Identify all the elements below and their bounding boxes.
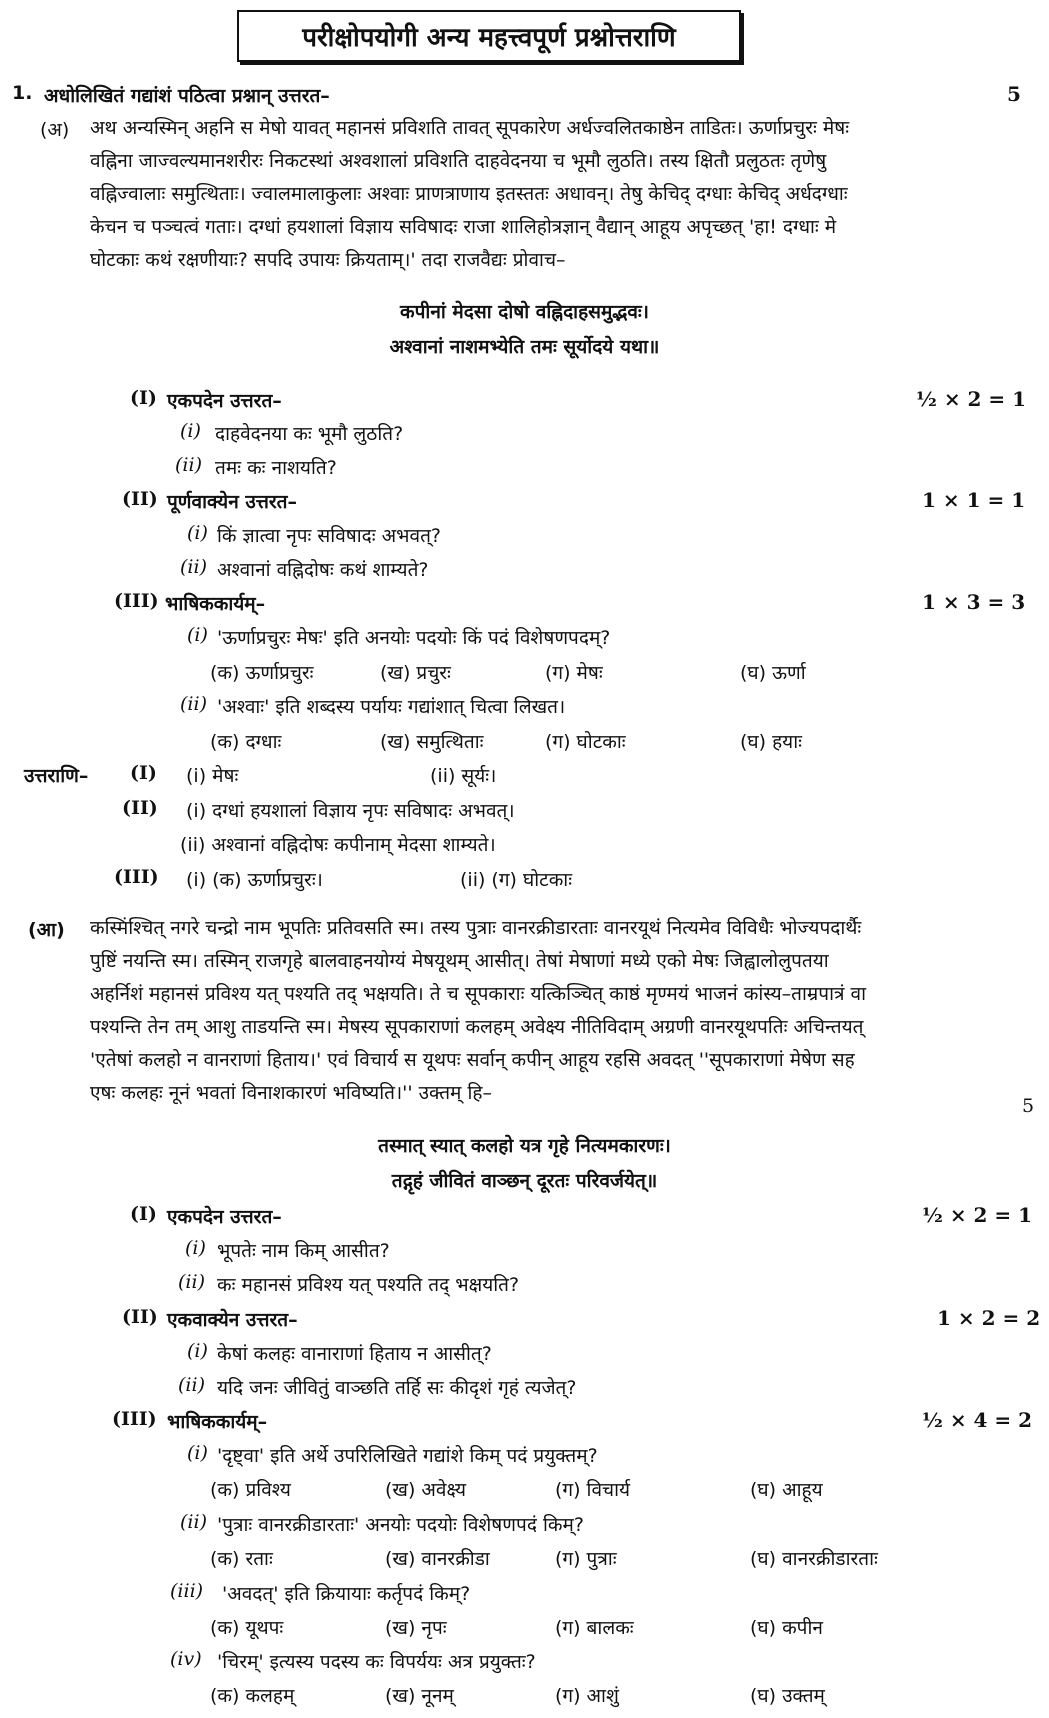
question-item: 'दृष्ट्वा' इति अर्थे उपरिलिखिते गद्यांशे किम् पदं प्रयुक्तम्? bbox=[217, 1445, 598, 1467]
answer-number: (III) bbox=[114, 866, 159, 888]
passage-b-line: 'एतेषां कलहो न वानराणां हिताय।' एवं विचार्य स यूथपः सर्वान् कपीन् आहूय रहसि अवदत् ''सूपकाराणां मेषेण सह bbox=[90, 1049, 855, 1071]
option: (ग) पुत्राः bbox=[555, 1548, 617, 1570]
section-title: भाषिककार्यम्– bbox=[167, 1411, 268, 1433]
answer-text: (i) दग्धां हयशालां विज्ञाय नृपः सविषादः अभवत्। bbox=[186, 800, 515, 822]
question-item: कः महानसं प्रविश्य यत् पश्यति तद् भक्षयति? bbox=[217, 1274, 520, 1296]
section-marks: ½ × 2 = 1 bbox=[916, 387, 1027, 411]
item-number: (i) bbox=[187, 1340, 208, 1362]
option: (ख) नूनम् bbox=[385, 1685, 454, 1707]
option: (ग) बालकः bbox=[555, 1617, 634, 1639]
option: (घ) हयाः bbox=[740, 731, 802, 753]
option: (ग) आशुं bbox=[555, 1685, 619, 1707]
page-title-box bbox=[237, 10, 741, 62]
section-number: (I) bbox=[130, 387, 157, 409]
section-number: (II) bbox=[122, 488, 158, 510]
passage-b-line: पुष्टिं नयन्ति स्म। तस्मिन् राजगृहे बालवाहनयोग्यं मेषयूथम् आसीत्। तेषां मेषाणां मध्ये एको मेषः जिह्वालोलुपतया bbox=[90, 950, 829, 972]
section-title: पूर्णवाक्येन उत्तरत– bbox=[167, 491, 298, 513]
passage-a-line: अथ अन्यस्मिन् अहनि स मेषो यावत् महानसं प्रविशति तावत् सूपकारेण अर्धज्वलितकाष्ठेन ताडितः। ऊर्णाप्रचुरः मेषः bbox=[90, 117, 850, 139]
question-number: 1. bbox=[12, 82, 33, 104]
option: (घ) वानरक्रीडारताः bbox=[750, 1548, 878, 1570]
option: (क) दग्धाः bbox=[210, 731, 282, 753]
answer-text: (ii) अश्वानां वह्निदोषः कपीनाम् मेदसा शाम्यते। bbox=[180, 834, 496, 856]
question-item: 'अश्वाः' इति शब्दस्य पर्यायः गद्यांशात् चित्वा लिखत। bbox=[217, 696, 566, 718]
question-item: भूपतेः नाम किम् आसीत? bbox=[217, 1240, 390, 1262]
question-item: 'ऊर्णाप्रचुरः मेषः' इति अनयोः पदयोः किं पदं विशेषणपदम्? bbox=[217, 627, 611, 649]
answer-text: (ii) सूर्यः। bbox=[430, 765, 497, 787]
option: (घ) उक्तम् bbox=[750, 1685, 825, 1707]
verse-b-line: तस्मात् स्यात् कलहो यत्र गृहे नित्यमकारणः। bbox=[378, 1135, 671, 1157]
item-number: (iii) bbox=[170, 1580, 204, 1602]
answers-label: उत्तराणि– bbox=[24, 765, 89, 787]
section-marks: 1 × 1 = 1 bbox=[922, 488, 1026, 512]
section-number: (I) bbox=[130, 1203, 157, 1225]
item-number: (ii) bbox=[180, 1511, 207, 1533]
option: (ग) घोटकाः bbox=[545, 731, 626, 753]
passage-b-line: कस्मिंश्चित् नगरे चन्द्रो नाम भूपतिः प्रतिवसति स्म। तस्य पुत्राः वानरक्रीडारताः वानरयूथं नित्यमेव विविधैः भोज्यपदार्थैः bbox=[90, 917, 862, 939]
question-item: यदि जनः जीवितुं वाञ्छति तर्हि सः कीदृशं गृहं त्यजेत्? bbox=[217, 1377, 577, 1399]
option: (ख) नृपः bbox=[385, 1617, 447, 1639]
item-number: (i) bbox=[185, 1237, 206, 1259]
question-item: तमः कः नाशयति? bbox=[215, 457, 337, 479]
passage-b-line: पश्यन्ति तेन तम् आशु ताडयन्ति स्म। मेषस्य सूपकाराणां कलहम् अवेक्ष्य नीतिविदाम् अग्रणी वानरयूथपतिः अचिन्तयत् bbox=[90, 1016, 864, 1038]
answer-number: (I) bbox=[130, 762, 157, 784]
item-number: (ii) bbox=[180, 693, 207, 715]
option: (क) प्रविश्य bbox=[210, 1479, 291, 1501]
option: (ग) विचार्य bbox=[555, 1479, 631, 1501]
page-title: परीक्षोपयोगी अन्य महत्त्वपूर्ण प्रश्नोत्तराणि bbox=[302, 23, 676, 53]
section-marks: ½ × 2 = 1 bbox=[922, 1203, 1033, 1227]
question-item: दाहवेदनया कः भूमौ लुठति? bbox=[215, 423, 404, 445]
passage-b-line: अहर्निशं महानसं प्रविश्य यत् पश्यति तद् भक्षयति। ते च सूपकाराः यत्किञ्चित् काष्ठं मृण्मयं भाजनं कांस्य–ताम्रपात्रं वा bbox=[90, 983, 867, 1005]
section-number: (II) bbox=[122, 1306, 158, 1328]
passage-a bbox=[90, 112, 1020, 277]
question-item: किं ज्ञात्वा नृपः सविषादः अभवत्? bbox=[217, 525, 441, 547]
answer-text: (i) मेषः bbox=[186, 765, 239, 787]
item-number: (iv) bbox=[170, 1648, 202, 1670]
item-number: (ii) bbox=[178, 1271, 205, 1293]
section-title: एकपदेन उत्तरत– bbox=[167, 390, 282, 412]
passage-b-line: एषः कलहः नूनं भवतां विनाशकारणं भविष्यति।'' उक्तम् हि– bbox=[90, 1082, 492, 1104]
question-item: 'चिरम्' इत्यस्य पदस्य कः विपर्ययः अत्र प्रयुक्तः? bbox=[217, 1651, 536, 1673]
question-instruction: अधोलिखितं गद्यांशं पठित्वा प्रश्नान् उत्तरत– bbox=[44, 85, 330, 107]
item-number: (ii) bbox=[178, 1374, 205, 1396]
question-item: 'अवदत्' इति क्रियायाः कर्तृपदं किम्? bbox=[222, 1583, 471, 1605]
option: (क) ऊर्णाप्रचुरः bbox=[210, 662, 314, 684]
option: (क) कलहम् bbox=[210, 1685, 295, 1707]
passage-b-label: (आ) bbox=[28, 919, 65, 941]
section-title: भाषिककार्यम्– bbox=[165, 593, 266, 615]
item-number: (i) bbox=[187, 1442, 208, 1464]
item-number: (i) bbox=[187, 624, 208, 646]
question-item: केषां कलहः वानाराणां हिताय न आसीत्? bbox=[217, 1343, 492, 1365]
question-item: अश्वानां वह्निदोषः कथं शाम्यते? bbox=[217, 559, 429, 581]
section-title: एकवाक्येन उत्तरत– bbox=[167, 1309, 298, 1331]
passage-a-line: वह्निना जाज्वल्यमानशरीरः निकटस्थां अश्वशालां प्रविशति दाहवेदनया च भूमौ लुठति। तस्य क्षितौ प्रलुठतः तृणेषु bbox=[90, 150, 827, 172]
item-number: (i) bbox=[187, 522, 208, 544]
passage-b bbox=[90, 912, 1030, 1110]
section-marks: 1 × 2 = 2 bbox=[937, 1306, 1041, 1330]
section-marks: 1 × 3 = 3 bbox=[922, 590, 1026, 614]
item-number: (i) bbox=[180, 420, 201, 442]
answer-number: (II) bbox=[122, 797, 158, 819]
section-marks: ½ × 4 = 2 bbox=[922, 1408, 1033, 1432]
item-number: (ii) bbox=[175, 454, 202, 476]
question-marks: 5 bbox=[1007, 82, 1021, 106]
option: (घ) ऊर्णा bbox=[740, 662, 806, 684]
item-number: (ii) bbox=[180, 556, 207, 578]
passage-a-line: केचन च पञ्चत्वं गताः। दग्धां हयशालां विज्ञाय सविषादः राजा शालिहोत्रज्ञान् वैद्यान् आहूय अपृच्छत् 'हा! दग्धाः मे bbox=[90, 216, 837, 238]
option: (ख) अवेक्ष्य bbox=[385, 1479, 466, 1501]
question-item: 'पुत्राः वानरक्रीडारताः' अनयोः पदयोः विशेषणपदं किम्? bbox=[217, 1514, 584, 1536]
option: (ख) वानरक्रीडा bbox=[385, 1548, 490, 1570]
passage-a-line: वह्निज्वालाः समुत्थिताः। ज्वालमालाकुलाः अश्वाः प्राणत्राणाय इतस्ततः अधावन्। तेषु केचिद् दग्धाः केचिद् अर्धदग्धाः bbox=[90, 183, 848, 205]
verse-b-line: तद्गृहं जीवितं वाञ्छन् दूरतः परिवर्जयेत्॥ bbox=[391, 1170, 658, 1192]
option: (घ) कपीन bbox=[750, 1617, 823, 1639]
verse-a-line: कपीनां मेदसा दोषो वह्निदाहसमुद्भवः। bbox=[400, 301, 649, 323]
option: (क) रताः bbox=[210, 1548, 273, 1570]
option: (घ) आहूय bbox=[750, 1479, 823, 1501]
answer-text: (i) (क) ऊर्णाप्रचुरः। bbox=[186, 869, 323, 891]
section-title: एकपदेन उत्तरत– bbox=[167, 1206, 282, 1228]
option: (क) यूथपः bbox=[210, 1617, 284, 1639]
section-number: (III) bbox=[112, 1408, 157, 1430]
verse-a-line: अश्वानां नाशमभ्येति तमः सूर्योदये यथा॥ bbox=[389, 336, 660, 358]
passage-b-marks: 5 bbox=[1022, 1095, 1035, 1117]
section-number: (III) bbox=[114, 590, 159, 612]
option: (ग) मेषः bbox=[545, 662, 603, 684]
passage-a-line: घोटकाः कथं रक्षणीयाः? सपदि उपायः क्रियताम्।' तदा राजवैद्यः प्रोवाच– bbox=[90, 249, 566, 271]
option: (ख) समुत्थिताः bbox=[380, 731, 484, 753]
answer-text: (ii) (ग) घोटकाः bbox=[460, 869, 573, 891]
passage-a-label: (अ) bbox=[40, 119, 70, 141]
option: (ख) प्रचुरः bbox=[380, 662, 451, 684]
